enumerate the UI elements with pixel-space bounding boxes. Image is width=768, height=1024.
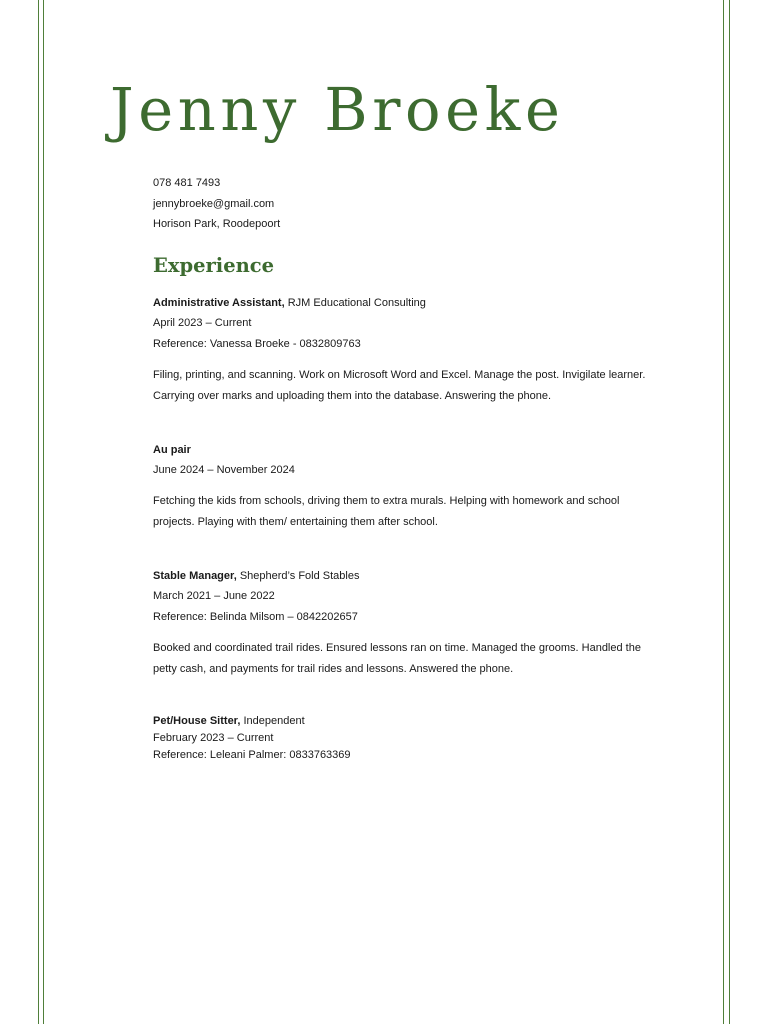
job-company: RJM Educational Consulting [287, 296, 426, 309]
job-dates: June 2024 – November 2024 [153, 464, 295, 477]
job-reference: Reference: Leleani Palmer: 0833763369 [153, 748, 351, 761]
job-description: Fetching the kids from schools, driving them to extra murals. Helping with homework and school projects. Playing with them/ entertaining them after school. [153, 494, 620, 528]
contact-address: Horison Park, Roodepoort [153, 218, 281, 231]
job-entry-stable-manager [153, 566, 653, 680]
job-title-line [153, 713, 653, 730]
contact-phone: 078 481 7493 [153, 177, 221, 189]
job-spacer [153, 407, 653, 440]
job-description: Booked and coordinated trail rides. Ensured lessons ran on time. Managed the grooms. Handled the petty cash, and payments for trail rides and lessons. Answered the phone. [153, 641, 641, 675]
job-entry-pet-house-sitter [153, 713, 653, 764]
job-title: Au pair [153, 443, 191, 456]
job-company: Independent [243, 714, 305, 727]
job-company: Shepherd’s Fold Stables [239, 569, 360, 582]
job-title-line [153, 440, 653, 461]
job-entry-au-pair [153, 440, 653, 533]
job-title: Pet/House Sitter, [153, 714, 241, 727]
job-description: Filing, printing, and scanning. Work on Microsoft Word and Excel. Manage the post. Invigilate learner. Carrying over marks and uploading them into the database. Answering the phone. [153, 368, 646, 402]
page-border-right-outer [729, 0, 730, 1024]
job-spacer [153, 680, 653, 713]
page-border-left-outer [38, 0, 39, 1024]
job-title: Stable Manager, [153, 569, 237, 582]
experience-heading: Experience [153, 253, 275, 277]
job-dates: February 2023 – Current [153, 731, 274, 744]
name-heading: Jenny Broeke [110, 75, 565, 144]
contact-email: jennybroeke@gmail.com [153, 197, 275, 210]
job-reference: Reference: Belinda Milsom – 0842202657 [153, 610, 358, 623]
page-border-right-inner [723, 0, 724, 1024]
job-dates: April 2023 – Current [153, 317, 252, 330]
job-title-line [153, 293, 653, 314]
job-entry-administrative-assistant [153, 293, 653, 407]
job-spacer [153, 533, 653, 566]
contact-block [153, 173, 653, 235]
page-border-left-inner [43, 0, 44, 1024]
job-dates: March 2021 – June 2022 [153, 590, 275, 603]
resume-body [153, 173, 653, 764]
job-title: Administrative Assistant, [153, 296, 285, 309]
job-reference: Reference: Vanessa Broeke - 0832809763 [153, 337, 361, 350]
job-title-line [153, 566, 653, 587]
